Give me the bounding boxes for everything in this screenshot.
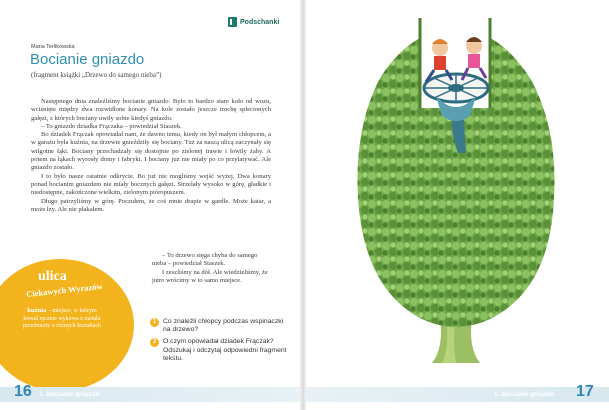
question-item (150, 318, 290, 334)
question-item (150, 338, 290, 363)
question-text: O czym opowiadał dziadek Frączak? Odszukaj i odczytaj odpowiedni fragment tekstu. (163, 338, 287, 362)
author-name: Maria Terlikowska (31, 44, 75, 50)
story-text (31, 98, 271, 214)
question-number-badge: 2 (150, 338, 159, 347)
chapter-label-left: 1. Bocianie gniazdo (39, 391, 100, 398)
story-paragraph: I zeszliśmy na dół. Ale wiedzieliśmy, że jutro wrócimy w to samo miejsce. (152, 268, 268, 284)
page-number-left: 16 (14, 383, 32, 400)
questions-list (150, 318, 290, 367)
story-paragraph: – To gniazdo dziadka Frączaka – powiedział Staszek. (41, 122, 182, 130)
vocabulary-street-name: Ciekawych Wyrazów (25, 281, 104, 299)
question-number-badge: 1 (150, 318, 159, 327)
footer-bar-right (306, 387, 609, 402)
question-text: Co znaleźli chłopcy podczas wspinaczki na drzewo? (163, 318, 284, 334)
page-title: Bocianie gniazdo (30, 51, 145, 68)
story-paragraph: – To drzewo sięga chyba do samego nieba – powiedział Staszek. (152, 252, 258, 268)
vocabulary-circle (0, 259, 146, 389)
tree-image (340, 18, 570, 368)
page-subtitle: (fragment książki „Drzewo do samego nieba”) (31, 71, 162, 79)
story-paragraph: Następnego dnia znaleźliśmy bocianie gniazdo. Było to bardzo stare koło od wozu, wciśnięte między dwa rozwidlone konary. Na kole zostało jeszcze trochę splecionych gałęzi, z których bociany uwiły sobie kiedyś gniazdo. (31, 98, 271, 122)
vocabulary-term: kuźnia (27, 307, 47, 314)
vocabulary-definition-text: – miejsce, w którym kowal ręcznie wykowa z metalu przedmioty o różnych kształtach (22, 308, 102, 330)
vocabulary-street-label: ulica (38, 269, 67, 284)
story-paragraph: Bo dziadek Frączak opowiadał nam, że dawno temu, kiedy on był małym chłopcem, a w garażu była kuźnia, na drzewie gnieździły się bociany. Tuż za naszą ulicą zaczynały się wilgotne łąki. Bociany przechadzały się dostojnie po zielonej trawie i łowiły żaby. A potem na łąkach wyrosły domy i fabryki. I bociany już nie miały po co przylatywać. Ale gniazdo zostało. (31, 131, 271, 172)
story-text-continued (152, 252, 272, 285)
book-gutter (300, 0, 306, 410)
story-paragraph: Długo patrzyliśmy w górę. Poczułem, że coś mnie drapie w gardle. Może katar, a może łzy. Ale nie płakałem. (31, 197, 271, 213)
publisher-mark (228, 17, 279, 27)
tree-illustration (340, 18, 570, 368)
publisher-logo-icon (228, 17, 237, 27)
vocabulary-definition (22, 307, 102, 331)
chapter-label-right: 1. Bocianie gniazdo (494, 391, 555, 398)
story-paragraph: I to było nasze ostatnie odkrycie. Bo już nie mogliśmy wejść wyżej. Dwa konary ponad bocianim gniazdem nie miały bocznych gałęzi. Strzelały wysoko w górę, gładkie i niedostępne, zakończone wielkim, zielonym pióropuszem. (31, 172, 271, 197)
page-number-right: 17 (576, 383, 594, 400)
publisher-name: Podschanki (240, 18, 280, 26)
